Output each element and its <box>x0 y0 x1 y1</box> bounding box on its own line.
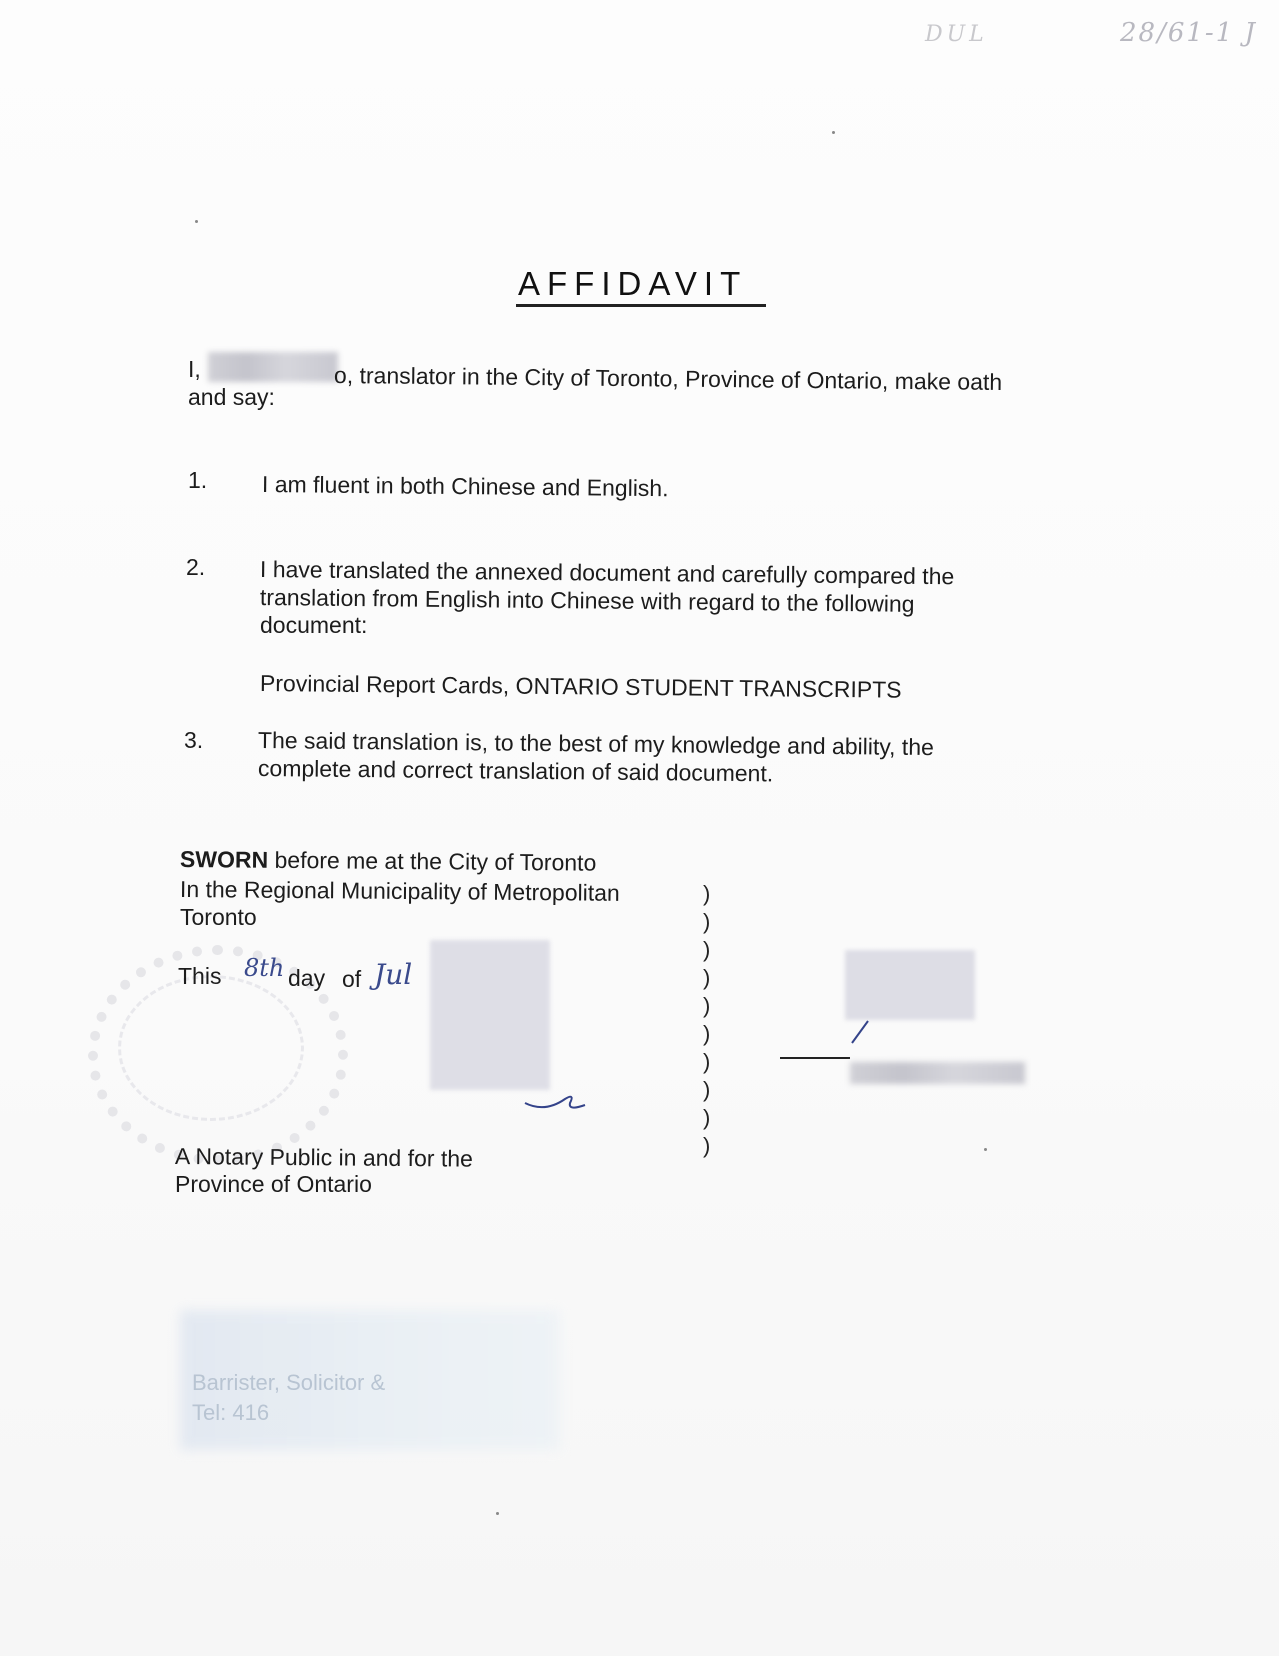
redacted-notary-signature <box>430 940 550 1090</box>
notary-line-2: Province of Ontario <box>175 1171 372 1197</box>
notary-line-1: A Notary Public in and for the <box>174 1143 473 1172</box>
lawyer-stamp-text <box>192 1368 385 1428</box>
redacted-translator-signature <box>845 950 975 1020</box>
margin-mark-right: 28/61-1 J <box>1120 18 1257 48</box>
date-month-handwritten: Jul <box>374 958 413 991</box>
item-2-line-1: I have translated the annexed document and carefully compared the <box>259 556 955 590</box>
redacted-name <box>208 352 338 382</box>
item-1-number: 1. <box>188 467 208 493</box>
title-underline <box>516 304 766 307</box>
sworn-line-1 <box>180 845 597 877</box>
parenthesis-column: ) ) ) ) ) ) ) ) ) ) <box>703 881 711 1158</box>
date-day-word: day <box>288 965 326 991</box>
notary-signature-stroke <box>520 1085 590 1115</box>
margin-mark-left: DUL <box>925 22 988 47</box>
document-title: AFFIDAVIT <box>518 265 748 302</box>
item-3-number: 3. <box>184 727 204 753</box>
sworn-line-1-rest: before me at the City of Toronto <box>268 846 597 876</box>
item-2-document-name: Provincial Report Cards, ONTARIO STUDENT TRANSCRIPTS <box>259 670 902 703</box>
sworn-bold: SWORN <box>179 846 269 873</box>
item-1-line-1: I am fluent in both Chinese and English. <box>261 471 669 502</box>
item-3-line-1: The said translation is, to the best of my knowledge and ability, the <box>257 727 935 761</box>
paper-speck <box>195 220 198 223</box>
sworn-line-3: Toronto <box>180 904 257 930</box>
date-day-handwritten: 8th <box>244 954 285 982</box>
intro-prefix: I, <box>188 356 201 382</box>
date-of: of <box>342 966 362 992</box>
stamp-line-2: Tel: 416 <box>192 1400 270 1425</box>
stamp-line-1: Barrister, Solicitor & <box>192 1370 386 1395</box>
paper-speck <box>832 131 835 134</box>
item-2-line-3: document: <box>260 612 368 638</box>
item-2-number: 2. <box>186 554 206 580</box>
paper-speck <box>496 1512 499 1515</box>
translator-signature-stroke <box>848 1015 878 1045</box>
date-this: This <box>178 963 222 989</box>
paper-speck <box>984 1148 987 1151</box>
item-2-line-2: translation from English into Chinese with regard to the following <box>259 584 915 617</box>
sworn-line-2: In the Regional Municipality of Metropolitan <box>179 876 620 906</box>
intro-line-2: and say: <box>188 384 275 410</box>
signature-line <box>780 1057 850 1059</box>
redacted-translator-name <box>850 1062 1025 1084</box>
notary-seal-inner-ring <box>118 975 304 1121</box>
item-3-line-2: complete and correct translation of said document. <box>257 755 774 787</box>
intro-line-1: o, translator in the City of Toronto, Province of Ontario, make oath <box>333 362 1003 395</box>
